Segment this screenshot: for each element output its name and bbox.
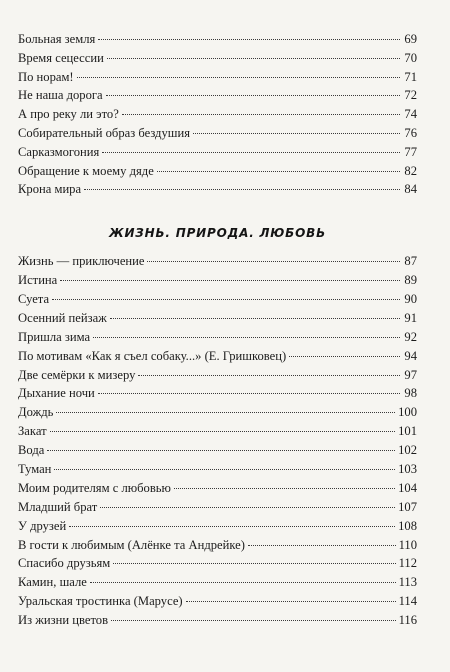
dot-leader xyxy=(111,620,396,621)
dot-leader xyxy=(193,133,400,134)
toc-entry xyxy=(18,536,417,555)
toc-entry xyxy=(18,86,417,105)
entry-page-number: 91 xyxy=(404,310,417,325)
toc-entry xyxy=(18,252,417,271)
entry-page-number: 82 xyxy=(404,163,417,178)
toc-entry xyxy=(18,49,417,68)
entry-page-number: 97 xyxy=(404,367,417,382)
entry-page-number: 77 xyxy=(404,144,417,159)
entry-title: Туман xyxy=(18,461,52,476)
toc-entry xyxy=(18,573,417,592)
dot-leader xyxy=(157,171,400,172)
toc-entry xyxy=(18,384,417,403)
entry-title: Вода xyxy=(18,443,45,458)
dot-leader xyxy=(54,469,395,470)
entry-title: Суета xyxy=(18,291,50,306)
table-of-contents xyxy=(18,30,417,630)
entry-title: В гости к любимым (Алёнке та Андрейке) xyxy=(18,537,245,552)
dot-leader xyxy=(98,39,400,40)
entry-title: У друзей xyxy=(18,518,67,533)
entry-page-number: 107 xyxy=(398,499,417,514)
dot-leader xyxy=(60,280,400,281)
entry-page-number: 76 xyxy=(404,125,417,140)
entry-title: Моим родителям с любовью xyxy=(18,480,171,495)
entry-page-number: 102 xyxy=(398,443,417,458)
dot-leader xyxy=(102,152,400,153)
entry-title: Крона мира xyxy=(18,182,82,197)
entry-title: По мотивам «Как я съел собаку...» (Е. Гришковец) xyxy=(18,348,287,363)
entry-title: Дыхание ночи xyxy=(18,386,95,401)
entry-title: Дождь xyxy=(18,405,54,420)
toc-entry xyxy=(18,347,417,366)
toc-entry xyxy=(18,143,417,162)
dot-leader xyxy=(100,507,395,508)
toc-entry xyxy=(18,162,417,181)
entry-title: Жизнь — приключение xyxy=(18,254,145,269)
entry-page-number: 113 xyxy=(398,575,417,590)
entry-title: Больная земля xyxy=(18,32,96,46)
entry-title: Время сецессии xyxy=(18,50,104,65)
entry-title: Пришла зима xyxy=(18,329,91,344)
dot-leader xyxy=(106,95,400,96)
entry-title: Осенний пейзаж xyxy=(18,310,107,325)
toc-entry xyxy=(18,290,417,309)
toc-entry xyxy=(18,30,417,49)
dot-leader xyxy=(122,114,400,115)
dot-leader xyxy=(174,488,395,489)
entry-title: Из жизни цветов xyxy=(18,613,109,628)
dot-leader xyxy=(186,601,396,602)
section-heading: ЖИЗНЬ. ПРИРОДА. ЛЮБОВЬ xyxy=(108,226,327,241)
entry-title: Не наша дорога xyxy=(18,88,103,103)
dot-leader xyxy=(113,563,395,564)
entry-page-number: 98 xyxy=(404,386,417,401)
entry-page-number: 103 xyxy=(398,461,417,476)
entry-page-number: 84 xyxy=(404,182,417,197)
dot-leader xyxy=(248,545,396,546)
toc-entry xyxy=(18,328,417,347)
entry-title: Две семёрки к мизеру xyxy=(18,367,136,382)
entry-title: Уральская тростинка (Марусе) xyxy=(18,594,183,609)
entry-page-number: 101 xyxy=(398,424,417,439)
dot-leader xyxy=(110,318,400,319)
toc-section-1 xyxy=(18,30,417,199)
entry-page-number: 112 xyxy=(398,556,417,571)
toc-entry xyxy=(18,366,417,385)
toc-entry xyxy=(18,124,417,143)
toc-entry xyxy=(18,403,417,422)
toc-entry xyxy=(18,68,417,87)
entry-page-number: 100 xyxy=(398,405,417,420)
entry-page-number: 92 xyxy=(404,329,417,344)
dot-leader xyxy=(138,375,400,376)
dot-leader xyxy=(93,337,400,338)
entry-page-number: 114 xyxy=(398,594,417,609)
entry-page-number: 72 xyxy=(404,88,417,103)
dot-leader xyxy=(56,412,395,413)
entry-page-number: 71 xyxy=(404,69,417,84)
dot-leader xyxy=(52,299,400,300)
toc-entry xyxy=(18,460,417,479)
dot-leader xyxy=(69,526,395,527)
dot-leader xyxy=(98,393,400,394)
entry-title: Камин, шале xyxy=(18,575,87,590)
entry-title: Собирательный образ бездушия xyxy=(18,125,190,140)
entry-title: Закат xyxy=(18,424,47,439)
entry-title: По норам! xyxy=(18,69,74,84)
dot-leader xyxy=(77,77,400,78)
entry-title: Истина xyxy=(18,273,58,288)
dot-leader xyxy=(90,582,396,583)
dot-leader xyxy=(147,261,400,262)
toc-entry xyxy=(18,441,417,460)
entry-page-number: 110 xyxy=(398,537,417,552)
entry-page-number: 94 xyxy=(404,348,417,363)
entry-page-number: 74 xyxy=(404,107,417,122)
entry-page-number: 116 xyxy=(398,613,417,628)
entry-title: Сарказмогония xyxy=(18,144,100,159)
entry-title: Обращение к моему дяде xyxy=(18,163,154,178)
toc-entry xyxy=(18,180,417,199)
entry-title: А про реку ли это? xyxy=(18,107,119,122)
toc-entry xyxy=(18,554,417,573)
toc-entry xyxy=(18,611,417,630)
toc-entry xyxy=(18,592,417,611)
dot-leader xyxy=(84,189,400,190)
dot-leader xyxy=(50,431,396,432)
toc-entry xyxy=(18,105,417,124)
entry-page-number: 87 xyxy=(404,254,417,269)
toc-entry xyxy=(18,422,417,441)
entry-page-number: 104 xyxy=(398,480,417,495)
dot-leader xyxy=(107,58,400,59)
toc-entry xyxy=(18,271,417,290)
entry-page-number: 69 xyxy=(404,32,417,46)
toc-entry xyxy=(18,309,417,328)
entry-title: Младший брат xyxy=(18,499,98,514)
toc-entry xyxy=(18,479,417,498)
dot-leader xyxy=(289,356,400,357)
entry-page-number: 70 xyxy=(404,50,417,65)
entry-title: Спасибо друзьям xyxy=(18,556,111,571)
entry-page-number: 90 xyxy=(404,291,417,306)
entry-page-number: 89 xyxy=(404,273,417,288)
toc-section-2 xyxy=(18,252,417,630)
dot-leader xyxy=(47,450,395,451)
toc-entry xyxy=(18,517,417,536)
toc-entry xyxy=(18,498,417,517)
entry-page-number: 108 xyxy=(398,518,417,533)
